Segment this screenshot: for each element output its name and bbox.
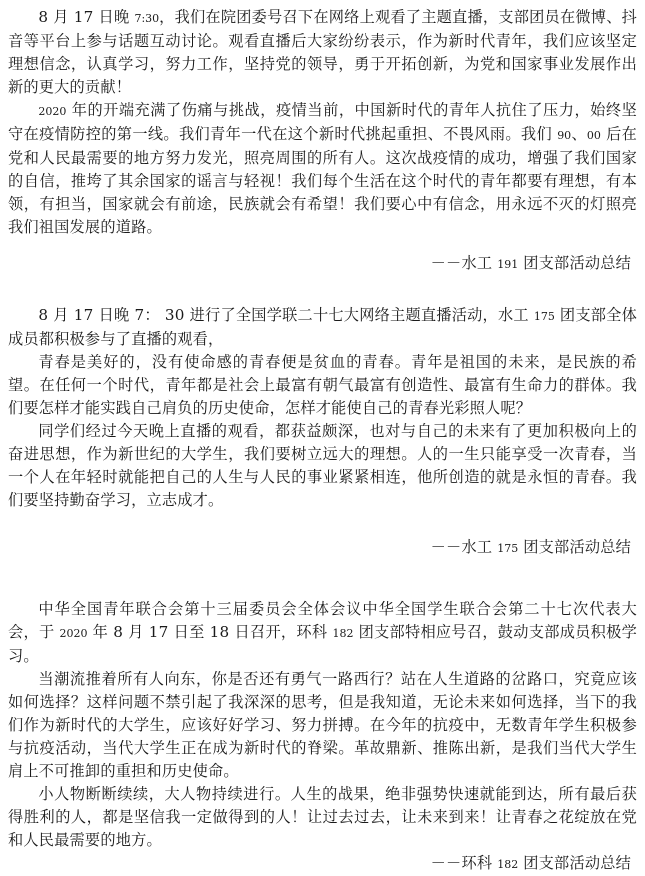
section-1-paragraph-1: 8 月 17 日晚 7:30，我们在院团委号召下在网络上观看了主题直播，支部团员在微博、抖音等平台上参与话题互动讨论。观看直播后大家纷纷表示，作为新时代青年，我们应该坚定理想信念，认真学习，努力工作，坚持党的领导，勇于开拓创新，为党和国家事业发展作出新的更大的贡献！ [8, 8, 637, 96]
section-2-signature: －－水工 175 团支部活动总结 [430, 538, 631, 556]
summary-section-3 [8, 598, 637, 876]
inline-number: 175 [497, 542, 519, 555]
inline-number: 182 [332, 627, 354, 640]
summary-section-1 [8, 6, 637, 276]
inline-number: 191 [497, 258, 519, 271]
inline-number: 2020 [38, 105, 67, 118]
inline-number: 90 [557, 129, 572, 142]
section-1-paragraph-2: 2020 年的开端充满了伤痛与挑战，疫情当前，中国新时代的青年人抗住了压力，始终坚守在疫情防控的第一线。我们青年一代在这个新时代挑起重担、不畏风雨。我们 90、00 后在党和人民最需要的地方努力发光，照亮周围的所有人。这次战疫情的成功，增强了我们国家的自信，推垮了其余国家的谣言与轻视！我们每个生活在这个时代的青年都要有理想，有本领，有担当，国家就会有前途，民族就会有希望！我们要心中有信念，用永远不灭的灯照亮我们祖国发展的道路。 [8, 101, 638, 236]
section-2-paragraph-2: 青春是美好的，没有使命感的青春便是贫血的青春。青年是祖国的未来，是民族的希望。在任何一个时代，青年都是社会上最富有朝气最富有创造性、最富有生命力的群体。我们要怎样才能实践自己肩负的历史使命，怎样才能使自己的青春光彩照人呢？ [8, 353, 637, 417]
section-3-paragraph-2: 当潮流推着所有人向东，你是否还有勇气一路西行？站在人生道路的岔路口，究竟应该如何选择？这样问题不禁引起了我深深的思考，但是我知道，无论未来如何选择，当下的我们作为新时代的大学生，应该好好学习、努力拼搏。在今年的抗疫中，无数青年学生积极参与抗疫活动，当代大学生正在成为新时代的脊梁。革故鼎新、推陈出新，是我们当代大学生肩上不可推卸的重担和历史使命。 [8, 670, 637, 780]
section-1-signature: －－水工 191 团支部活动总结 [430, 254, 631, 272]
summary-section-2 [8, 304, 637, 560]
section-2-paragraph-1: 8 月 17 日晚 7： 30 进行了全国学联二十七大网络主题直播活动，水工 175 团支部全体成员都积极参与了直播的观看， [8, 306, 637, 348]
inline-number: 7:30 [134, 12, 160, 25]
inline-number: 175 [533, 310, 555, 323]
inline-number: 182 [497, 858, 519, 871]
section-3-paragraph-3: 小人物断断续续，大人物持续进行。人生的战果，绝非强势快速就能到达，所有最后获得胜利的人，都是坚信我一定做得到的人！让过去过去，让未来到来！让青春之花绽放在党和人民最需要的地方。 [8, 785, 637, 849]
inline-number: 2020 [59, 627, 88, 640]
inline-number: 00 [586, 129, 601, 142]
section-2-paragraph-3: 同学们经过今天晚上直播的观看，都获益颇深，也对与自己的未来有了更加积极向上的奋进思想，作为新世纪的大学生，我们要树立远大的理想。人的一生只能享受一次青春，当一个人在年轻时就能把自己的人生与人民的事业紧紧相连，他所创造的就是永恒的青春。我们要坚持勤奋学习，立志成才。 [8, 422, 637, 509]
section-3-paragraph-1: 中华全国青年联合会第十三届委员会全体会议中华全国学生联合会第二十七次代表大会，于 2020 年 8 月 17 日至 18 日召开，环科 182 团支部特相应号召，鼓动支部成员积极学习。 [8, 600, 637, 665]
section-3-signature: －－环科 182 团支部活动总结 [430, 854, 631, 872]
